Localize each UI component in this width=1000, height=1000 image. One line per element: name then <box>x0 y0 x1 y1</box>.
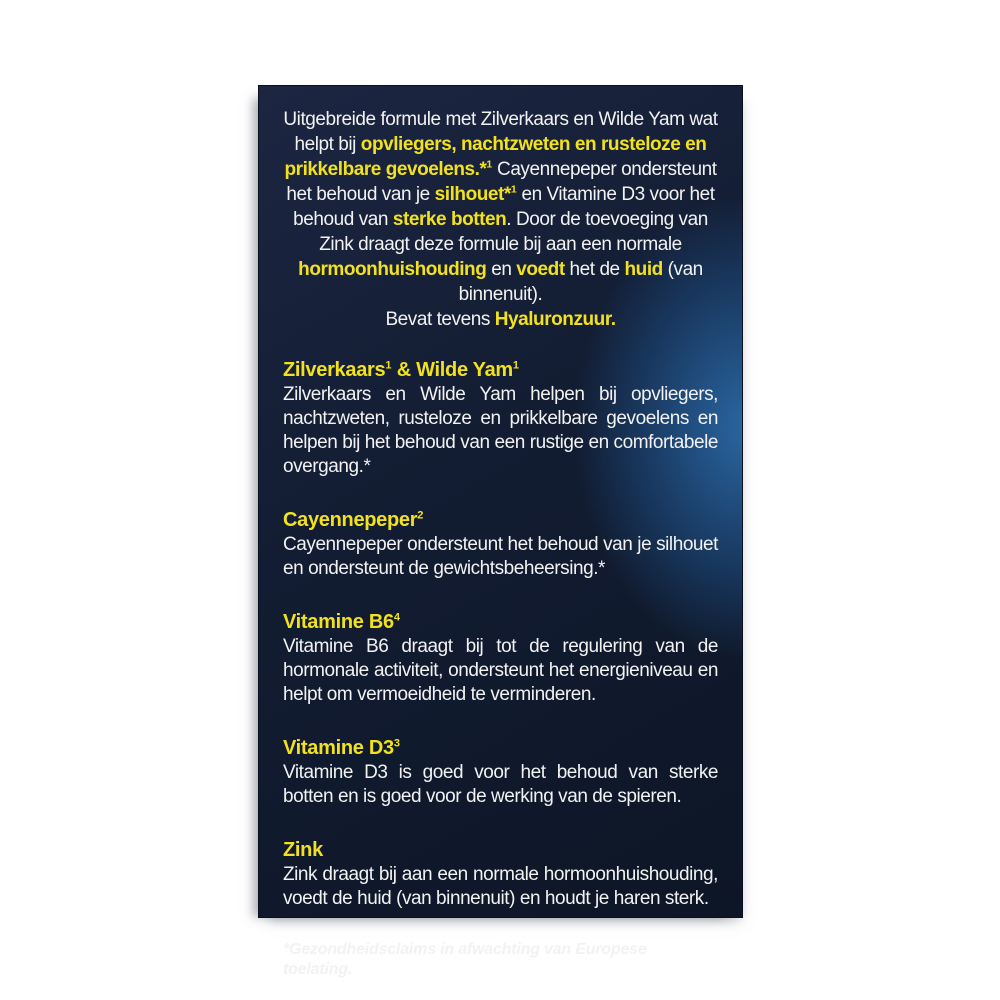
footnote-marker: 2 <box>417 509 424 522</box>
section-zilverkaars-wilde-yam <box>283 358 718 479</box>
supplement-label-panel <box>258 85 743 978</box>
section-body: Cayennepeper ondersteunt het behoud van je silhouet en ondersteunt de gewichtsbeheersing.* <box>283 534 718 579</box>
intro-highlight: voedt <box>516 259 565 280</box>
heading-text: Vitamine D3 <box>283 737 394 759</box>
section-heading <box>283 508 718 532</box>
heading-text: Zilverkaars <box>283 359 386 381</box>
section-zink <box>283 838 718 911</box>
intro-text: (van binnenuit). <box>458 259 703 305</box>
section-heading <box>283 838 718 862</box>
footnote-marker: 1 <box>385 359 392 372</box>
section-body: Zink draagt bij aan een normale hormoonhuishouding, voedt de huid (van binnenuit) en houdt je haren sterk. <box>283 864 718 909</box>
section-heading <box>283 736 718 760</box>
footnote-marker: 3 <box>393 737 400 750</box>
footnote-marker: 1 <box>512 359 520 372</box>
section-body: Vitamine D3 is goed voor het behoud van sterke botten en is goed voor de werking van de spieren. <box>283 762 718 807</box>
intro-highlight: sterke botten <box>392 209 507 230</box>
footnote-marker: 1 <box>486 159 493 171</box>
intro-text: Uitgebreide formule met Zilverkaars en Wilde Yam wat helpt bij <box>283 109 718 155</box>
section-heading <box>283 358 718 382</box>
intro-text: het de <box>564 259 625 280</box>
intro-text: en Vitamine D3 voor het behoud van <box>293 184 715 230</box>
section-vitamine-b6 <box>283 610 718 707</box>
intro-paragraph <box>283 107 718 332</box>
intro-highlight: hormoonhuishouding <box>298 259 487 280</box>
intro-highlight: silhouet* <box>434 184 511 205</box>
footnote-marker: 4 <box>393 611 400 624</box>
section-cayennepeper <box>283 508 718 581</box>
section-heading <box>283 610 718 634</box>
intro-text: . Door de toevoeging van Zink draagt deze formule bij aan een normale <box>319 209 708 255</box>
heading-text: Vitamine B6 <box>283 611 394 633</box>
footnote-marker: 1 <box>510 184 517 196</box>
intro-highlight: huid <box>624 259 663 280</box>
heading-text: Zink <box>283 839 323 861</box>
intro-text: Cayennepeper ondersteunt het behoud van je <box>286 159 717 205</box>
intro-text: en <box>486 259 517 280</box>
heading-text: & Wilde Yam <box>391 359 513 381</box>
intro-text: Bevat tevens <box>385 309 495 330</box>
heading-text: Cayennepeper <box>283 509 418 531</box>
section-body: Vitamine B6 draagt bij tot de regulering van de hormonale activiteit, ondersteunt het energieniveau en helpt om vermoeidheid te verminderen. <box>283 636 718 705</box>
section-body: Zilverkaars en Wilde Yam helpen bij opvliegers, nachtzweten, rusteloze en prikkelbare gevoelens en helpen bij het behoud van een rustige en comfortabele overgang.* <box>283 384 718 477</box>
intro-highlight: Hyaluronzuur. <box>494 309 616 330</box>
health-claims-footnote: *Gezondheidsclaims in afwachting van Europese toelating. <box>283 941 647 978</box>
intro-highlight: opvliegers, nachtzweten en rusteloze en prikkelbare gevoelens.* <box>284 134 707 180</box>
section-vitamine-d3 <box>283 736 718 809</box>
